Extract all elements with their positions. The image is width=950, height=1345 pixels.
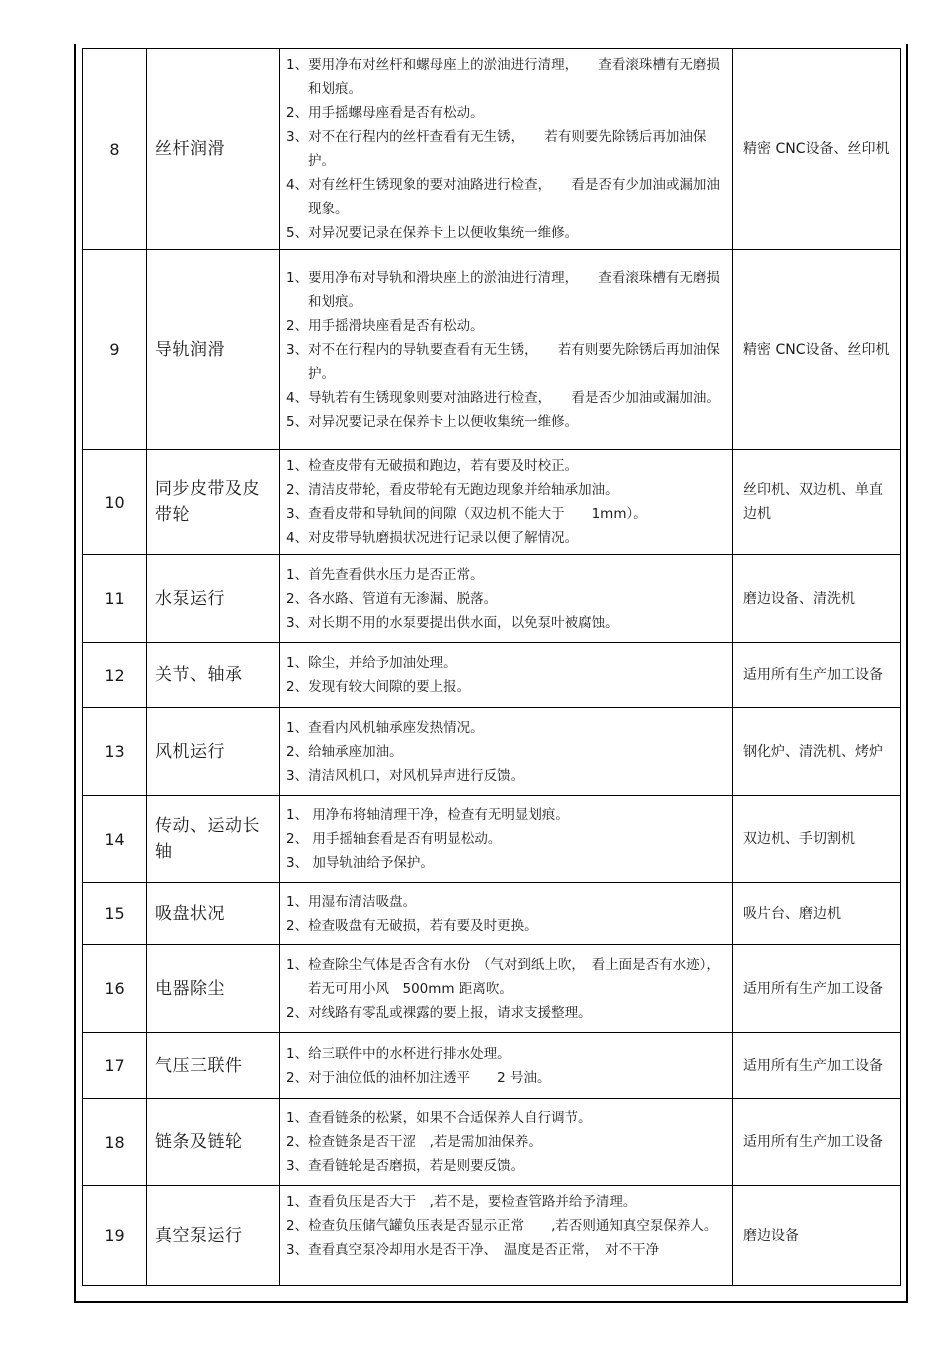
procedure-step: 3、清洁风机口，对风机异声进行反馈。 [286,767,525,784]
procedure-cell [280,450,733,555]
applicable-equipment: 磨边设备、清洗机 [733,555,901,643]
applicable-equipment: 双边机、手切割机 [733,796,901,883]
table-row [83,250,901,450]
procedure-step: 3、 加导轨油给予保护。 [286,855,434,871]
procedure-step: 2、检查负压储气罐负压表是否显示正常 ,若否则通知真空泵保养人。 [286,1218,718,1234]
applicable-equipment: 适用所有生产加工设备 [733,945,901,1033]
table-row [83,883,901,945]
row-number: 9 [83,250,147,450]
procedure-step: 2、给轴承座加油。 [286,743,403,760]
procedure-step: 2、各水路、管道有无渗漏、脱落。 [286,590,498,607]
procedure-step: 1、要用净布对导轨和滑块座上的淤油进行清理， 查看滚珠槽有无磨损和划痕。 [286,269,720,310]
procedure-step: 3、查看链轮是否磨损，若是则要反馈。 [286,1158,525,1174]
procedure-step: 1、要用净布对丝杆和螺母座上的淤油进行清理， 查看滚珠槽有无磨损和划痕。 [286,57,720,97]
procedure-step: 1、 用净布将轴清理干净，检查有无明显划痕。 [286,807,569,823]
procedure-step: 2、发现有较大间隙的要上报。 [286,679,471,695]
procedure-step: 4、对有丝杆生锈现象的要对油路进行检查， 看是否有少加油或漏加油现象。 [286,177,720,217]
table-row [83,708,901,796]
table-row [83,796,901,883]
procedure-cell [280,1033,733,1099]
row-number: 17 [83,1033,147,1099]
procedure-cell [280,883,733,945]
procedure-step: 3、查看真空泵冷却用水是否干净、 温度是否正常， 对不干净 [286,1242,660,1258]
procedure-cell [280,250,733,450]
procedure-step: 2、用手摇螺母座看是否有松动。 [286,105,484,121]
procedure-step: 2、用手摇滑块座看是否有松动。 [286,317,484,334]
procedure-step: 5、对异况要记录在保养卡上以便收集统一维修。 [286,413,579,430]
procedure-cell [280,708,733,796]
procedure-step: 2、检查链条是否干涩 ,若是需加油保养。 [286,1134,542,1150]
procedure-step: 1、查看负压是否大于 ,若不是，要检查管路并给予清理。 [286,1194,637,1210]
procedure-cell [280,555,733,643]
procedure-step: 3、对不在行程内的丝杆查看有无生锈， 若有则要先除锈后再加油保护。 [286,129,707,169]
table-row [83,450,901,555]
row-number: 19 [83,1186,147,1286]
row-number: 14 [83,796,147,883]
item-name: 电器除尘 [147,945,280,1033]
procedure-cell [280,643,733,708]
procedure-step: 2、检查吸盘有无破损，若有要及时更换。 [286,917,538,934]
row-number: 15 [83,883,147,945]
table-row [83,945,901,1033]
procedure-step: 1、除尘，并给予加油处理。 [286,655,457,671]
row-number: 12 [83,643,147,708]
procedure-step: 2、清洁皮带轮，看皮带轮有无跑边现象并给轴承加油。 [286,482,619,498]
row-number: 13 [83,708,147,796]
procedure-cell [280,945,733,1033]
row-number: 11 [83,555,147,643]
procedure-cell [280,1186,733,1286]
item-name: 真空泵运行 [147,1186,280,1286]
procedure-cell [280,1099,733,1186]
item-name: 水泵运行 [147,555,280,643]
procedure-step: 4、导轨若有生锈现象则要对油路进行检查， 看是否少加油或漏加油。 [286,389,720,406]
procedure-step: 5、对异况要记录在保养卡上以便收集统一维修。 [286,225,579,241]
procedure-step: 2、对线路有零乱或裸露的要上报，请求支援整理。 [286,1004,592,1021]
applicable-equipment: 吸片台、磨边机 [733,883,901,945]
item-name: 关节、轴承 [147,643,280,708]
applicable-equipment: 精密 CNC设备、丝印机 [733,49,901,250]
procedure-step: 4、对皮带导轨磨损状况进行记录以便了解情况。 [286,530,579,546]
applicable-equipment: 适用所有生产加工设备 [733,1099,901,1186]
applicable-equipment: 钢化炉、清洗机、烤炉 [733,708,901,796]
table-row [83,1033,901,1099]
procedure-step: 1、用湿布清洁吸盘。 [286,893,417,910]
maintenance-table [82,48,901,1286]
row-number: 10 [83,450,147,555]
procedure-cell [280,796,733,883]
procedure-step: 1、首先查看供水压力是否正常。 [286,566,484,583]
applicable-equipment: 丝印机、双边机、单直边机 [733,450,901,555]
item-name: 气压三联件 [147,1033,280,1099]
applicable-equipment: 精密 CNC设备、丝印机 [733,250,901,450]
procedure-step: 3、对不在行程内的导轨要查看有无生锈， 若有则要先除锈后再加油保护。 [286,341,720,382]
item-name: 丝杆润滑 [147,49,280,250]
procedure-step: 1、给三联件中的水杯进行排水处理。 [286,1045,511,1062]
row-number: 18 [83,1099,147,1186]
applicable-equipment: 适用所有生产加工设备 [733,643,901,708]
item-name: 风机运行 [147,708,280,796]
row-number: 16 [83,945,147,1033]
item-name: 导轨润滑 [147,250,280,450]
item-name: 同步皮带及皮带轮 [147,450,280,555]
table-row [83,643,901,708]
procedure-step: 2、对于油位低的油杯加注透平 2 号油。 [286,1069,551,1086]
applicable-equipment: 适用所有生产加工设备 [733,1033,901,1099]
procedure-step: 1、查看链条的松紧，如果不合适保养人自行调节。 [286,1110,592,1126]
item-name: 吸盘状况 [147,883,280,945]
procedure-step: 1、检查皮带有无破损和跑边，若有要及时校正。 [286,458,579,474]
procedure-step: 1、检查除尘气体是否含有水份 （气对到纸上吹， 看上面是否有水迹），若无可用小风 500mm 距离吹。 [286,956,720,997]
procedure-step: 3、查看皮带和导轨间的间隙（双边机不能大于 1mm）。 [286,506,647,522]
item-name: 传动、运动长轴 [147,796,280,883]
procedure-step: 2、 用手摇轴套看是否有明显松动。 [286,831,502,847]
item-name: 链条及链轮 [147,1099,280,1186]
table-row [83,49,901,250]
row-number: 8 [83,49,147,250]
procedure-step: 3、对长期不用的水泵要提出供水面，以免泵叶被腐蚀。 [286,614,619,631]
applicable-equipment: 磨边设备 [733,1186,901,1286]
table-row [83,555,901,643]
procedure-cell [280,49,733,250]
procedure-step: 1、查看内风机轴承座发热情况。 [286,719,484,736]
table-row [83,1099,901,1186]
table-row [83,1186,901,1286]
